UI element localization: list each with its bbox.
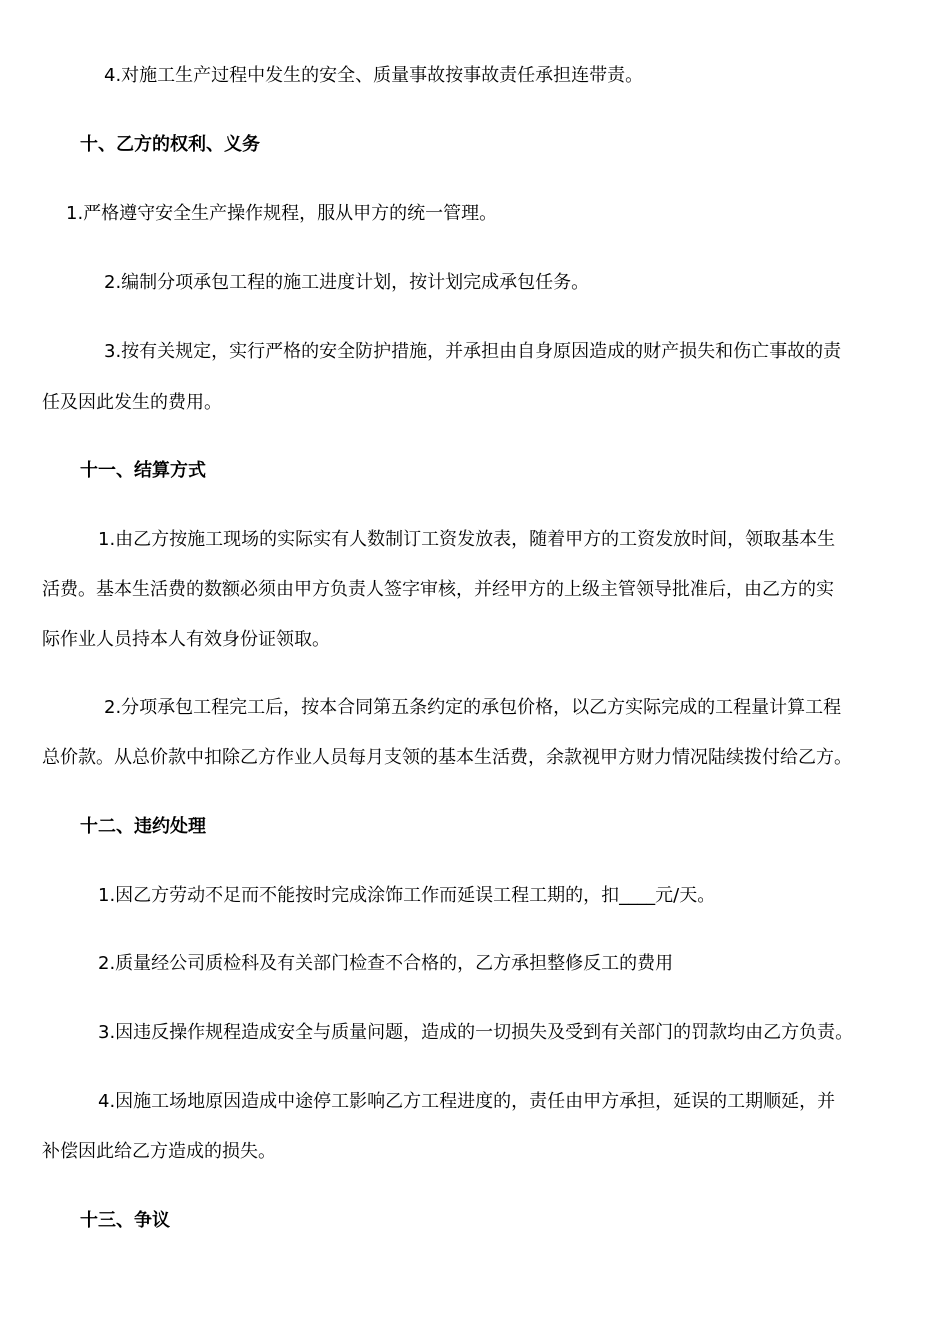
s12-item4-line1: 4.因施工场地原因造成中途停工影响乙方工程进度的，责任由甲方承担，延误的工期顺延，并: [98, 1091, 836, 1112]
section-11-heading: 十一、结算方式: [80, 460, 206, 481]
s10-item1-text: 1.严格遵守安全生产操作规程，服从甲方的统一管理。: [66, 203, 498, 224]
s10-item2-text: 2.编制分项承包工程的施工进度计划，按计划完成承包任务。: [104, 272, 590, 293]
s11-item2-line2: 总价款。从总价款中扣除乙方作业人员每月支领的基本生活费，余款视甲方财力情况陆续拨付给乙方。: [42, 747, 852, 768]
s11-item2-line1: 2.分项承包工程完工后，按本合同第五条约定的承包价格，以乙方实际完成的工程量计算工程: [104, 697, 842, 718]
s10-item3-line1: 3.按有关规定，实行严格的安全防护措施，并承担由自身原因造成的财产损失和伤亡事故的责: [104, 341, 842, 362]
s12-item1-text: 1.因乙方劳动不足而不能按时完成涂饰工作而延误工程工期的，扣____元/天。: [98, 885, 716, 906]
s12-item3-text: 3.因违反操作规程造成安全与质量问题，造成的一切损失及受到有关部门的罚款均由乙方负责。: [98, 1022, 854, 1043]
s12-item2-text: 2.质量经公司质检科及有关部门检查不合格的，乙方承担整修反工的费用: [98, 953, 674, 974]
s11-item1-line3: 际作业人员持本人有效身份证领取。: [42, 629, 330, 650]
s11-item1-line2: 活费。基本生活费的数额必须由甲方负责人签字审核，并经甲方的上级主管领导批准后，由乙方的实: [42, 579, 834, 600]
section-12-heading: 十二、违约处理: [80, 816, 206, 837]
section-13-heading: 十三、争议: [80, 1210, 170, 1231]
s11-item1-line1: 1.由乙方按施工现场的实际实有人数制订工资发放表，随着甲方的工资发放时间，领取基本生: [98, 529, 836, 550]
s9-item4-text: 4.对施工生产过程中发生的安全、质量事故按事故责任承担连带责。: [104, 65, 644, 86]
s10-item3-line2: 任及因此发生的费用。: [42, 392, 222, 413]
s12-item4-line2: 补偿因此给乙方造成的损失。: [42, 1141, 276, 1162]
section-10-heading: 十、乙方的权利、义务: [80, 134, 260, 155]
